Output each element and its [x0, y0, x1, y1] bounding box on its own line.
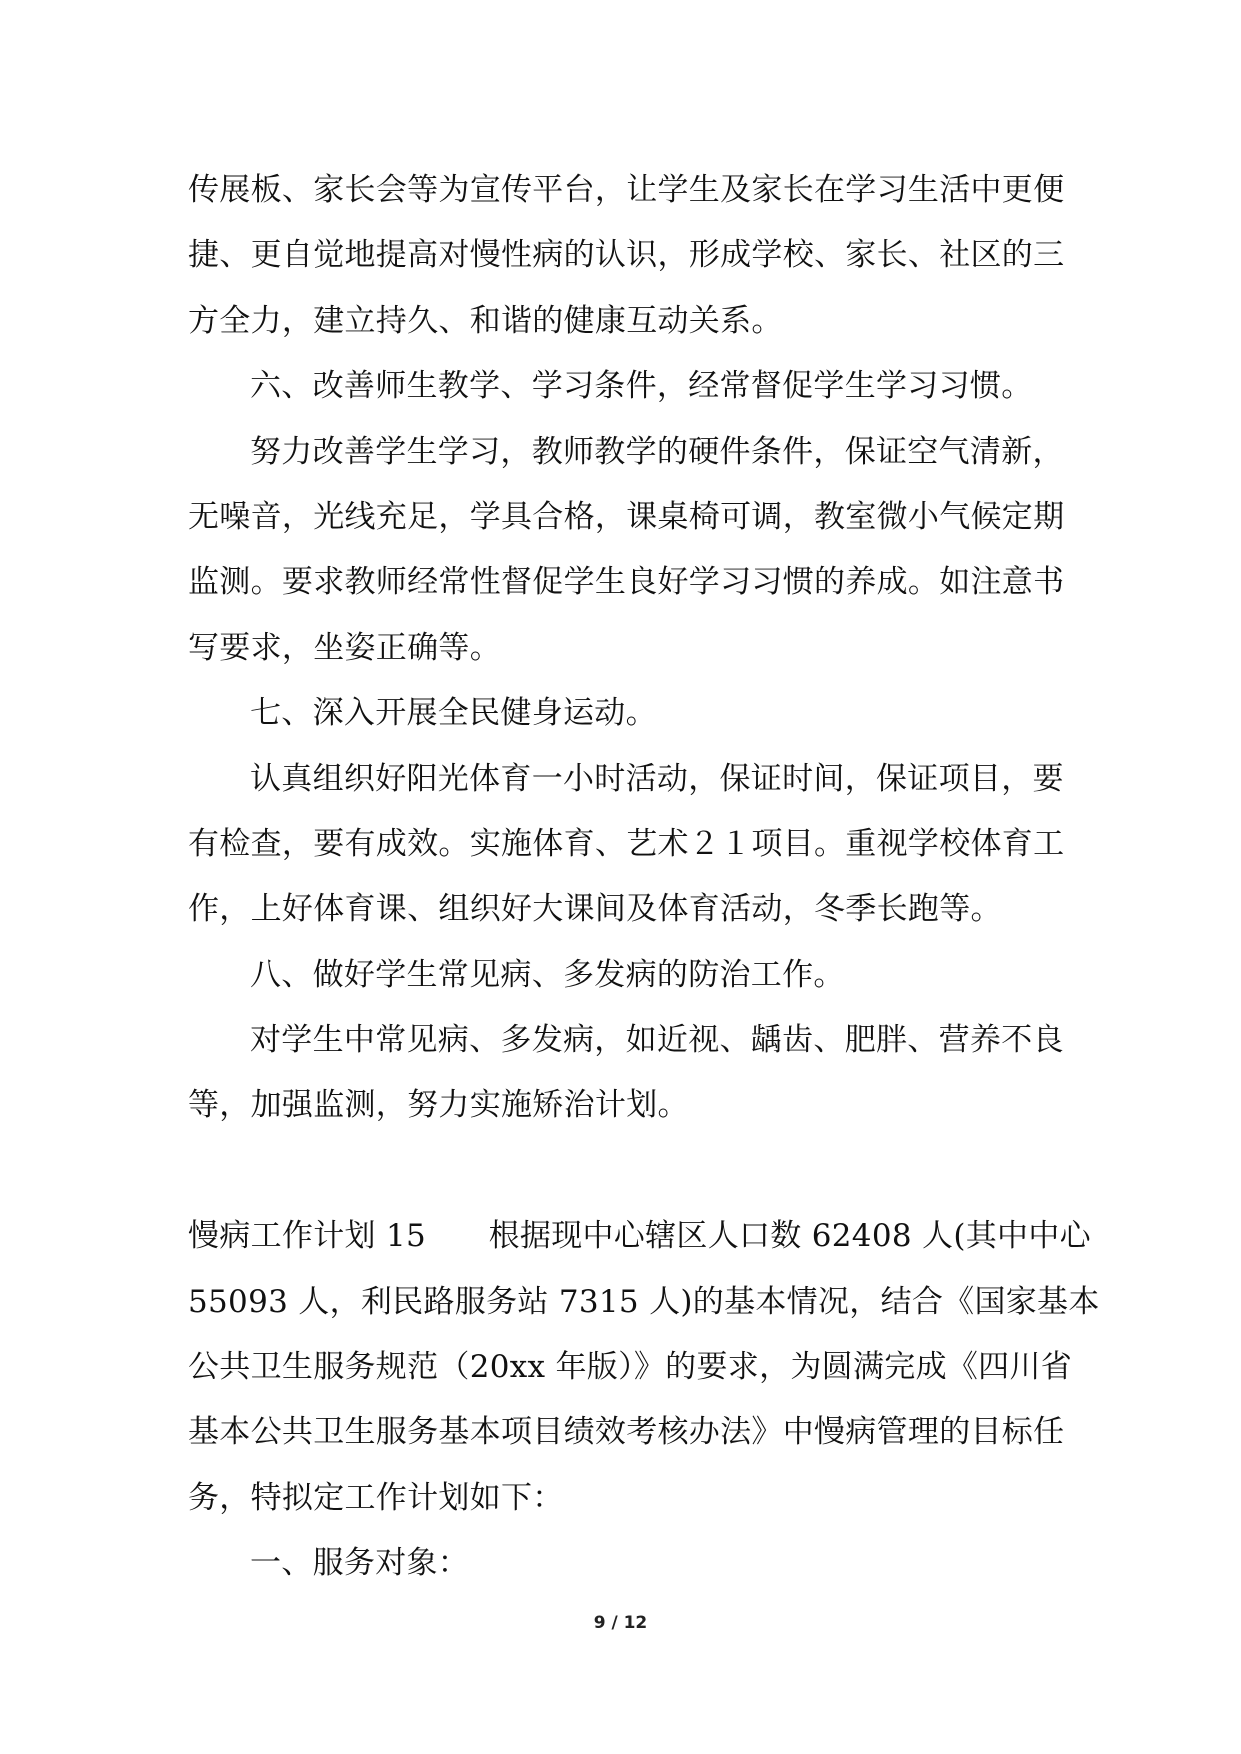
text-line: 等，加强监测，努力实施矫治计划。	[188, 1087, 689, 1124]
section-heading-seven: 七、深入开展全民健身运动。	[250, 695, 657, 732]
text-line: 基本公共卫生服务基本项目绩效考核办法》中慢病管理的目标任	[188, 1414, 1065, 1451]
text-line: 努力改善学生学习，教师教学的硬件条件，保证空气清新，	[250, 433, 1064, 470]
section-title-line: 慢病工作计划 15 根据现中心辖区人口数 62408 人(其中中心	[188, 1218, 1091, 1255]
document-body	[188, 158, 1100, 1597]
paragraph-group-1	[188, 158, 1065, 1139]
text-line: 务，特拟定工作计划如下：	[188, 1479, 564, 1516]
text-line: 无噪音，光线充足，学具合格，课桌椅可调，教室微小气候定期	[188, 498, 1065, 535]
text-line: 写要求，坐姿正确等。	[188, 629, 501, 666]
text-line: 传展板、家长会等为宣传平台，让学生及家长在学习生活中更便	[188, 172, 1065, 208]
paragraph-group-2	[188, 1204, 1100, 1596]
text-line: 方全力，建立持久、和谐的健康互动关系。	[188, 302, 783, 339]
text-line: 监测。要求教师经常性督促学生良好学习习惯的养成。如注意书	[188, 564, 1065, 601]
text-line: 55093 人，利民路服务站 7315 人)的基本情况，结合《国家基本	[188, 1283, 1100, 1320]
text-line: 捷、更自觉地提高对慢性病的认识，形成学校、家长、社区的三	[188, 237, 1065, 274]
text-line: 作，上好体育课、组织好大课间及体育活动，冬季长跑等。	[188, 891, 1002, 928]
section-heading-one: 一、服务对象：	[250, 1545, 470, 1582]
blank-line	[188, 1139, 1060, 1204]
text-line: 认真组织好阳光体育一小时活动，保证时间，保证项目，要	[250, 760, 1064, 797]
section-heading-six: 六、改善师生教学、学习条件，经常督促学生学习习惯。	[250, 368, 1033, 405]
section-heading-eight: 八、做好学生常见病、多发病的防治工作。	[250, 956, 845, 993]
page-number: 9 / 12	[593, 1613, 648, 1633]
text-line: 对学生中常见病、多发病，如近视、龋齿、肥胖、营养不良	[250, 1022, 1064, 1059]
text-line: 公共卫生服务规范（20xx 年版）》的要求，为圆满完成《四川省	[188, 1349, 1073, 1386]
text-line: 有检查，要有成效。实施体育、艺术２１项目。重视学校体育工	[188, 825, 1065, 862]
